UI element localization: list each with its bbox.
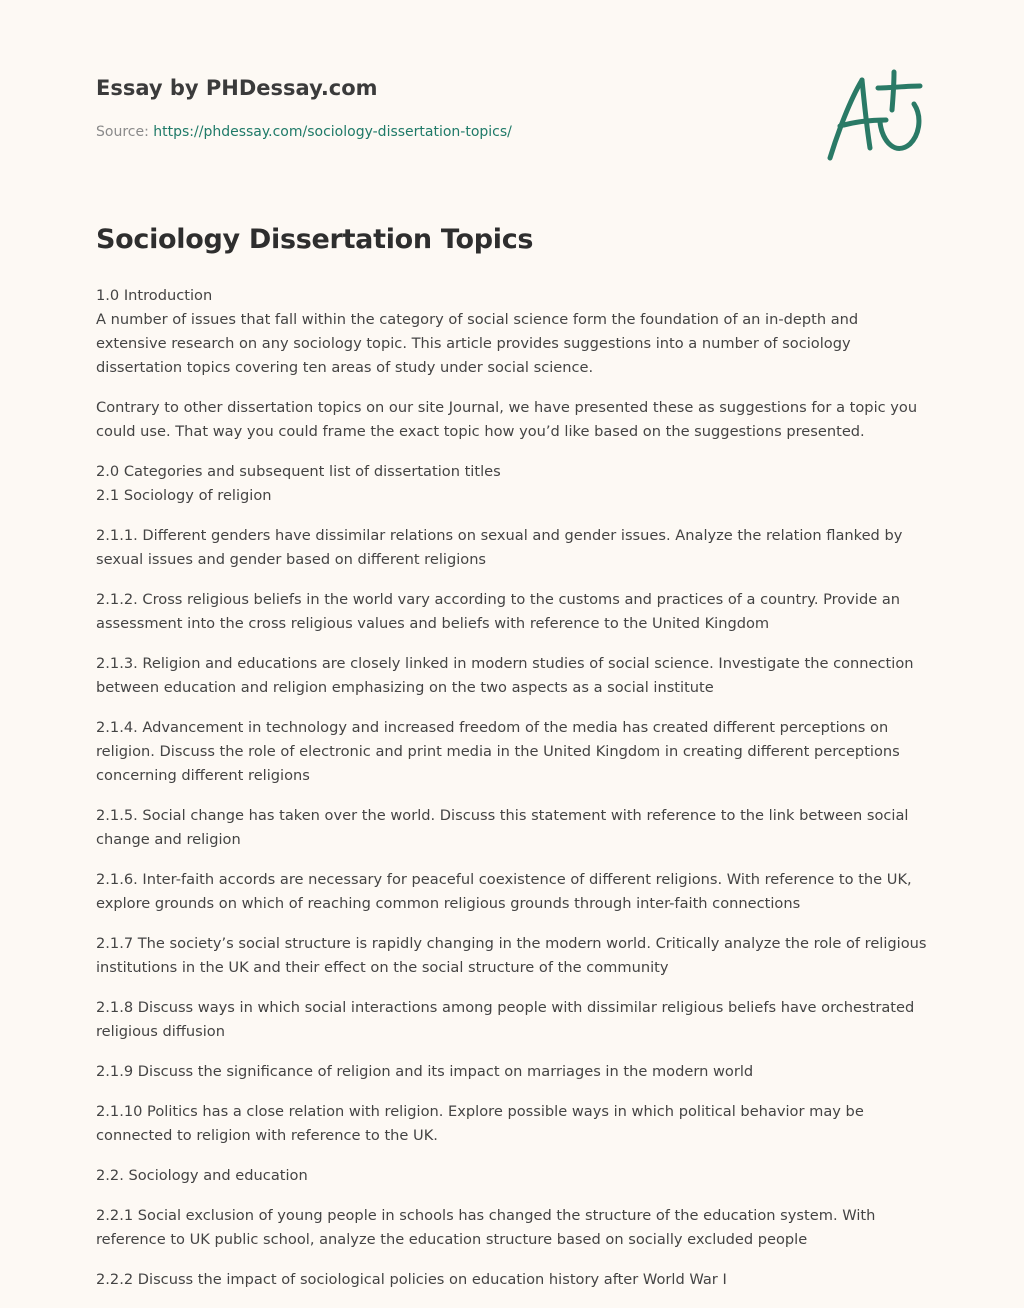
topic-2-1-10: 2.1.10 Politics has a close relation with religion. Explore possible ways in which political behavior may be connected to religion with reference to the UK. xyxy=(96,1103,864,1144)
topic-2-1-9: 2.1.9 Discuss the significance of religion and its impact on marriages in the modern world xyxy=(96,1063,754,1080)
paragraph-2: Contrary to other dissertation topics on our site Journal, we have presented these as suggestions for a topic you could use. That way you could frame the exact topic how you’d like based on the suggestions presented. xyxy=(96,399,918,440)
topic-2-1-8: 2.1.8 Discuss ways in which social interactions among people with dissimilar religious beliefs have orchestrated religious diffusion xyxy=(96,999,915,1040)
document-body xyxy=(96,284,928,1308)
section-2-1-heading: 2.1 Sociology of religion xyxy=(96,487,272,504)
intro-text: A number of issues that fall within the category of social science form the foundation of an in-depth and extensive research on any sociology topic. This article provides suggestions into a number of sociology dissertation topics covering ten areas of study under social science. xyxy=(96,311,859,376)
topic-2-1-4: 2.1.4. Advancement in technology and increased freedom of the media has created different perceptions on religion. Discuss the role of electronic and print media in the United Kingdom in creating different perceptions concerning different religions xyxy=(96,719,900,784)
section-2-2-heading: 2.2. Sociology and education xyxy=(96,1167,308,1184)
topic-2-1-6: 2.1.6. Inter-faith accords are necessary for peaceful coexistence of different religions. With reference to the UK, explore grounds on which of reaching common religious grounds through inter-faith connections xyxy=(96,871,912,912)
topic-2-1-1: 2.1.1. Different genders have dissimilar relations on sexual and gender issues. Analyze the relation flanked by sexual issues and gender based on different religions xyxy=(96,527,903,568)
document-title: Sociology Dissertation Topics xyxy=(96,224,534,255)
topic-2-2-2: 2.2.2 Discuss the impact of sociological policies on education history after World War I xyxy=(96,1271,727,1288)
source-label: Source: xyxy=(96,124,154,140)
topic-2-1-3: 2.1.3. Religion and educations are closely linked in modern studies of social science. Investigate the connection between education and religion emphasizing on the two aspects as a social institute xyxy=(96,655,914,696)
site-brand: Essay by PHDessay.com xyxy=(96,76,378,100)
topic-2-2-1: 2.2.1 Social exclusion of young people in schools has changed the structure of the education system. With reference to UK public school, analyze the education structure based on socially excluded people xyxy=(96,1207,876,1248)
topic-2-1-7: 2.1.7 The society’s social structure is rapidly changing in the modern world. Critically analyze the role of religious institutions in the UK and their effect on the social structure of the community xyxy=(96,935,927,976)
intro-heading: 1.0 Introduction xyxy=(96,287,213,304)
section-2-heading: 2.0 Categories and subsequent list of dissertation titles xyxy=(96,463,501,480)
topic-2-1-5: 2.1.5. Social change has taken over the world. Discuss this statement with reference to the link between social change and religion xyxy=(96,807,909,848)
topic-2-1-2: 2.1.2. Cross religious beliefs in the world vary according to the customs and practices of a country. Provide an assessment into the cross religious values and beliefs with reference to the United Kingdom xyxy=(96,591,901,632)
source-link[interactable]: https://phdessay.com/sociology-dissertation-topics/ xyxy=(153,124,512,140)
section-headings xyxy=(96,460,928,508)
intro-paragraph xyxy=(96,284,928,380)
a-plus-logo-icon xyxy=(820,66,930,166)
source-line xyxy=(96,124,512,140)
